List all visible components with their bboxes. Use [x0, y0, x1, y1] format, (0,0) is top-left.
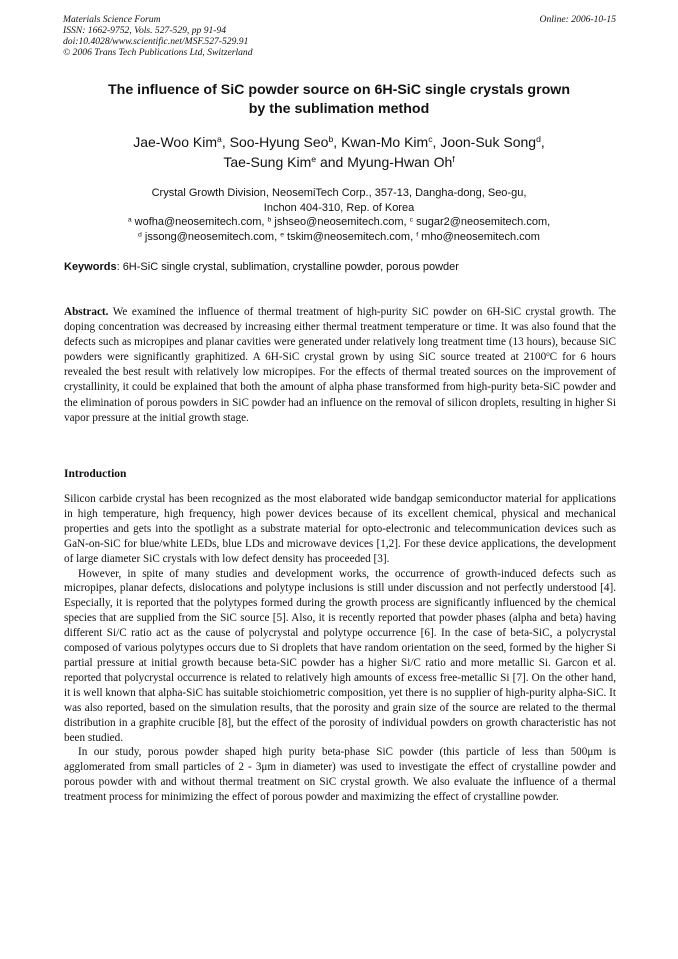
copyright-line: © 2006 Trans Tech Publications Ltd, Switzerland	[63, 47, 253, 58]
introduction-paragraph-3: In our study, porous powder shaped high purity beta-phase SiC powder (this particle of less than 500μm is agglomerated from small particles of 2 - 3μm in diameter) was used to investigate the effect of crystalline powder and porous powder with and without thermal treatment on SiC crystal growth. We also evaluate the influence of a thermal treatment process for minimizing the effect of porous powder and maximizing the effect of crystalline powder.	[64, 746, 616, 804]
abstract-label: Abstract.	[64, 306, 109, 318]
journal-name: Materials Science Forum	[63, 14, 161, 25]
affiliation-line-2: Inchon 404-310, Rep. of Korea	[263, 201, 415, 214]
online-date: Online: 2006-10-15	[539, 14, 616, 25]
issn-line: ISSN: 1662-9752, Vols. 527-529, pp 91-94	[63, 25, 227, 36]
introduction-paragraph-1: Silicon carbide crystal has been recognized as the most elaborated wide bandgap semiconductor material for applications in high temperature, high frequency, high power devices because of its excellent chemical, physical and mechanical properties and gets into the spotlight as a substrate material for opto-electronic and telecommunication devices such as GaN-on-SiC for blue/white LEDs, blue LDs and microwave devices [1,2]. For these device applications, the development of large diameter SiC crystals with low defect density has proceeded [3].	[64, 493, 616, 565]
author-name: Jae-Woo Kim	[133, 134, 217, 150]
author-superscript: d	[536, 134, 541, 145]
keywords-text: : 6H-SiC single crystal, sublimation, crystalline powder, porous powder	[116, 261, 459, 273]
author-name: Kwan-Mo Kim	[341, 134, 429, 150]
title-line-2: by the sublimation method	[248, 101, 430, 117]
abstract-text-part-2: C for 6 hours revealed the best result with relatively low micropipes. For the effects of thermal treated sources on the improvement of crystallinity, it could be explained that both the amount of alpha phase transformed from high-purity beta-SiC powder and the elimination of porous powders in SiC powder had an influence on the removal of silicon droplets, resulting in higher Si vapor pressure at the initial growth stage.	[64, 351, 616, 424]
author-line-1	[60, 133, 618, 153]
keywords-label: Keywords	[64, 261, 117, 273]
keywords-line	[64, 260, 616, 274]
paper-title	[60, 81, 618, 119]
journal-header	[63, 14, 616, 58]
author-separator: ,	[432, 134, 441, 150]
introduction-heading: Introduction	[64, 468, 127, 480]
doi-line: doi:10.4028/www.scientific.net/MSF.527-529.91	[63, 36, 249, 47]
author-superscript: f	[452, 153, 455, 164]
email-superscript: a	[127, 216, 132, 224]
degree-superscript: o	[546, 350, 550, 359]
email-text: mho@neosemitech.com	[418, 230, 540, 243]
author-separator: ,	[221, 134, 230, 150]
author-name: Tae-Sung Kim	[223, 153, 312, 170]
introduction-paragraph-2: However, in spite of many studies and development works, the occurrence of growth-induced defects such as micropipes, planar defects, dislocations and polytype inclusions is still under discussion and not perfectly understood [4]. Especially, it is reported that the polytypes formed during the growth process are significantly influenced by the chemical species that are supplied from the SiC source [5]. Also, it is recently reported that powder phases (alpha and beta) having different Si/C ratio act as the cause of polycrystal and polytype occurrence [6]. In the case of beta-SiC, a polycrystal composed of various polytypes occurs due to Si droplets that have random orientation on the seed, formed by the higher Si partial pressure at initial growth because beta-SiC powder has a higher Si/C ratio and more metallic Si. Garcon et al. reported that polycrystal occurrence is related to relatively high amounts of excess free-metallic Si [7]. On the other hand, it is well known that alpha-SiC has suitable stoichiometric composition, yet there is no supplier of high-purity alpha-SiC. It was also reported, based on the simulation results, that the porosity and grain size of the source are related to the thermal distribution in a graphite crucible [8], but the effect of the porosity of individual powders on growth characteristic has not been studied.	[64, 567, 616, 744]
abstract-paragraph	[64, 305, 616, 426]
email-text: sugar2@neosemitech.com,	[413, 216, 551, 228]
author-separator: ,	[540, 134, 545, 150]
email-text: jssong@neosemitech.com,	[141, 230, 281, 243]
author-superscript: a	[217, 134, 222, 145]
author-conjunction: and	[316, 153, 348, 170]
author-name: Myung-Hwan Oh	[347, 153, 453, 170]
author-name: Joon-Suk Song	[440, 134, 537, 150]
author-superscript: e	[311, 153, 317, 164]
author-line-2	[60, 153, 618, 173]
email-superscript: e	[280, 230, 284, 238]
email-line-2	[60, 230, 618, 245]
affiliation-line-1: Crystal Growth Division, NeosemiTech Corp., 357-13, Dangha-dong, Seo-gu,	[151, 187, 527, 199]
title-line-1: The influence of SiC powder source on 6H-SiC single crystals grown	[108, 82, 570, 98]
author-name: Soo-Hyung Seo	[229, 134, 329, 150]
abstract-text-part-1: We examined the influence of thermal treatment of high-purity SiC powder on 6H-SiC crystal growth. The doping concentration was decreased by increasing either thermal treatment temperature or time. It was also found that the defects such as micropipes and planar cavities were generated under relatively long treatment time (13 hours), because SiC powders were significantly graphitized. A 6H-SiC crystal grown by using SiC source treated at 2100	[64, 306, 616, 364]
author-list	[60, 133, 618, 172]
author-superscript: b	[328, 134, 334, 145]
email-text: tskim@neosemitech.com,	[283, 230, 417, 243]
email-superscript: f	[416, 230, 419, 238]
affiliation-block	[60, 186, 618, 244]
email-superscript: c	[409, 216, 414, 224]
email-text: jshseo@neosemitech.com,	[271, 216, 410, 228]
author-superscript: c	[428, 134, 433, 145]
email-superscript: b	[267, 216, 272, 224]
introduction-body	[64, 492, 616, 805]
email-line-1	[60, 215, 618, 230]
author-separator: ,	[333, 134, 342, 150]
email-superscript: d	[138, 230, 142, 238]
email-text: wofha@neosemitech.com,	[131, 216, 268, 228]
